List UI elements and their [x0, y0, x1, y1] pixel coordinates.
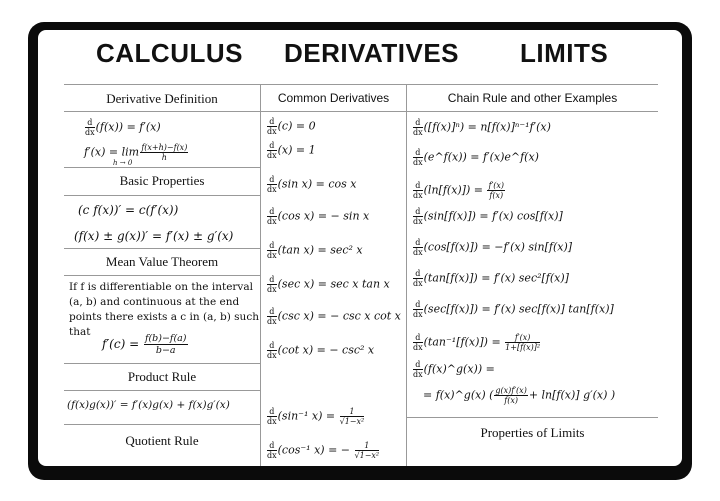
chain-rule-row: $\frac{d}{dx}$ (sec[f(x)]) = f′(x) sec[f(x)] tan[f(x)] — [413, 300, 614, 319]
section-title-basic-properties: Basic Properties — [119, 173, 205, 188]
formula-grid — [64, 84, 658, 466]
common-derivative-row: $\frac{d}{dx}$ (csc x) = − csc x cot x — [267, 307, 401, 326]
chain-arctan: $\frac{d}{dx}$ (tan⁻¹[f(x)]) = $\frac{f'(x)}{\text{1+[f(x)]²}}$ — [413, 333, 541, 352]
chain-ln: $\frac{d}{dx}$ (ln[f(x)]) = $\frac{f'(x)}{f(x)}$ — [413, 181, 505, 200]
column-divider — [260, 85, 261, 466]
divider — [64, 111, 260, 112]
common-derivative-row: $\frac{d}{dx}$ (cos x) = − sin x — [267, 207, 370, 226]
chain-rule-row: $\frac{d}{dx}$ (e^f(x)) = f′(x)e^f(x) — [413, 148, 539, 167]
basic-property-1: (c f(x))′ = c(f′(x)) — [78, 203, 179, 217]
chain-rule-row: $\frac{d}{dx}$ (sin[f(x)]) = f′(x) cos[f(x)] — [413, 207, 563, 226]
divider — [261, 111, 406, 112]
section-title-quotient-rule: Quotient Rule — [125, 433, 199, 448]
header-limits: LIMITS — [520, 38, 609, 68]
divider — [407, 417, 658, 418]
chain-rule-row: $\frac{d}{dx}$ (tan[f(x)]) = f′(x) sec²[f(x)] — [413, 269, 569, 288]
column-divider — [406, 85, 407, 466]
derivative-arccos: $\frac{d}{dx}$ (cos⁻¹ x) = − $\frac{1}{\text{√1−x²}}$ — [267, 441, 380, 460]
section-title-derivative-definition: Derivative Definition — [106, 91, 218, 106]
common-derivative-row: $\frac{d}{dx}$ (x) = 1 — [267, 141, 316, 160]
common-derivative-row: $\frac{d}{dx}$ (tan x) = sec² x — [267, 241, 363, 260]
mvt-formula: f′(c) = $\frac{f(b)-f(a)}{b-a}$ — [102, 333, 187, 356]
common-derivative-row: $\frac{d}{dx}$ (c) = 0 — [267, 117, 316, 136]
header-derivatives: DERIVATIVES — [284, 38, 460, 68]
chain-rule-row: $\frac{d}{dx}$ (cos[f(x)]) = −f′(x) sin[f(x)] — [413, 238, 573, 257]
definition-formula-2: $f'(x) = \lim_{h \to 0}$ $\frac{f(x+h)-f(x)}{h}$ — [84, 143, 188, 167]
basic-property-2: (f(x) ± g(x))′ = f′(x) ± g′(x) — [74, 229, 234, 243]
divider — [64, 390, 260, 391]
cheat-sheet-card — [38, 30, 682, 466]
divider — [407, 111, 658, 112]
product-rule-formula: (f(x)g(x))′ = f′(x)g(x) + f(x)g′(x) — [67, 399, 230, 411]
derivative-arcsin: $\frac{d}{dx}$ (sin⁻¹ x) = $\frac{1}{\text{√1−x²}}$ — [267, 407, 365, 426]
chain-rule-row: $\frac{d}{dx}$ ([f(x)]ⁿ) = n[f(x)]ⁿ⁻¹f′(x) — [413, 118, 551, 137]
divider — [64, 363, 260, 364]
definition-formula-1: $\frac{d}{dx}$ (f(x)) = f′(x) — [85, 118, 161, 137]
header-calculus: CALCULUS — [96, 38, 243, 68]
mvt-text: If f is differentiable on the interval (a, b) and continuous at the end points there exists a c in (a, b) such that — [69, 281, 259, 338]
divider — [64, 248, 260, 249]
divider — [64, 424, 260, 425]
common-derivative-row: $\frac{d}{dx}$ (cot x) = − csc² x — [267, 341, 375, 360]
divider — [64, 195, 260, 196]
divider — [64, 167, 260, 168]
chain-power-rhs: = f(x)^g(x) ( $\frac{g(x)f'(x)}{f(x)}$ + ln[f(x)] g′(x) ) — [423, 386, 616, 405]
section-title-properties-of-limits: Properties of Limits — [480, 425, 585, 440]
section-title-product-rule: Product Rule — [127, 369, 197, 384]
section-title-chain-rule: Chain Rule and other Examples — [447, 91, 618, 105]
common-derivative-row: $\frac{d}{dx}$ (sin x) = cos x — [267, 175, 357, 194]
section-title-mvt: Mean Value Theorem — [105, 254, 219, 269]
common-derivative-row: $\frac{d}{dx}$ (sec x) = sec x tan x — [267, 275, 390, 294]
chain-power: $\frac{d}{dx}$ (f(x)^g(x)) = — [413, 360, 495, 379]
divider — [64, 275, 260, 276]
section-title-common-derivatives: Common Derivatives — [277, 91, 390, 105]
